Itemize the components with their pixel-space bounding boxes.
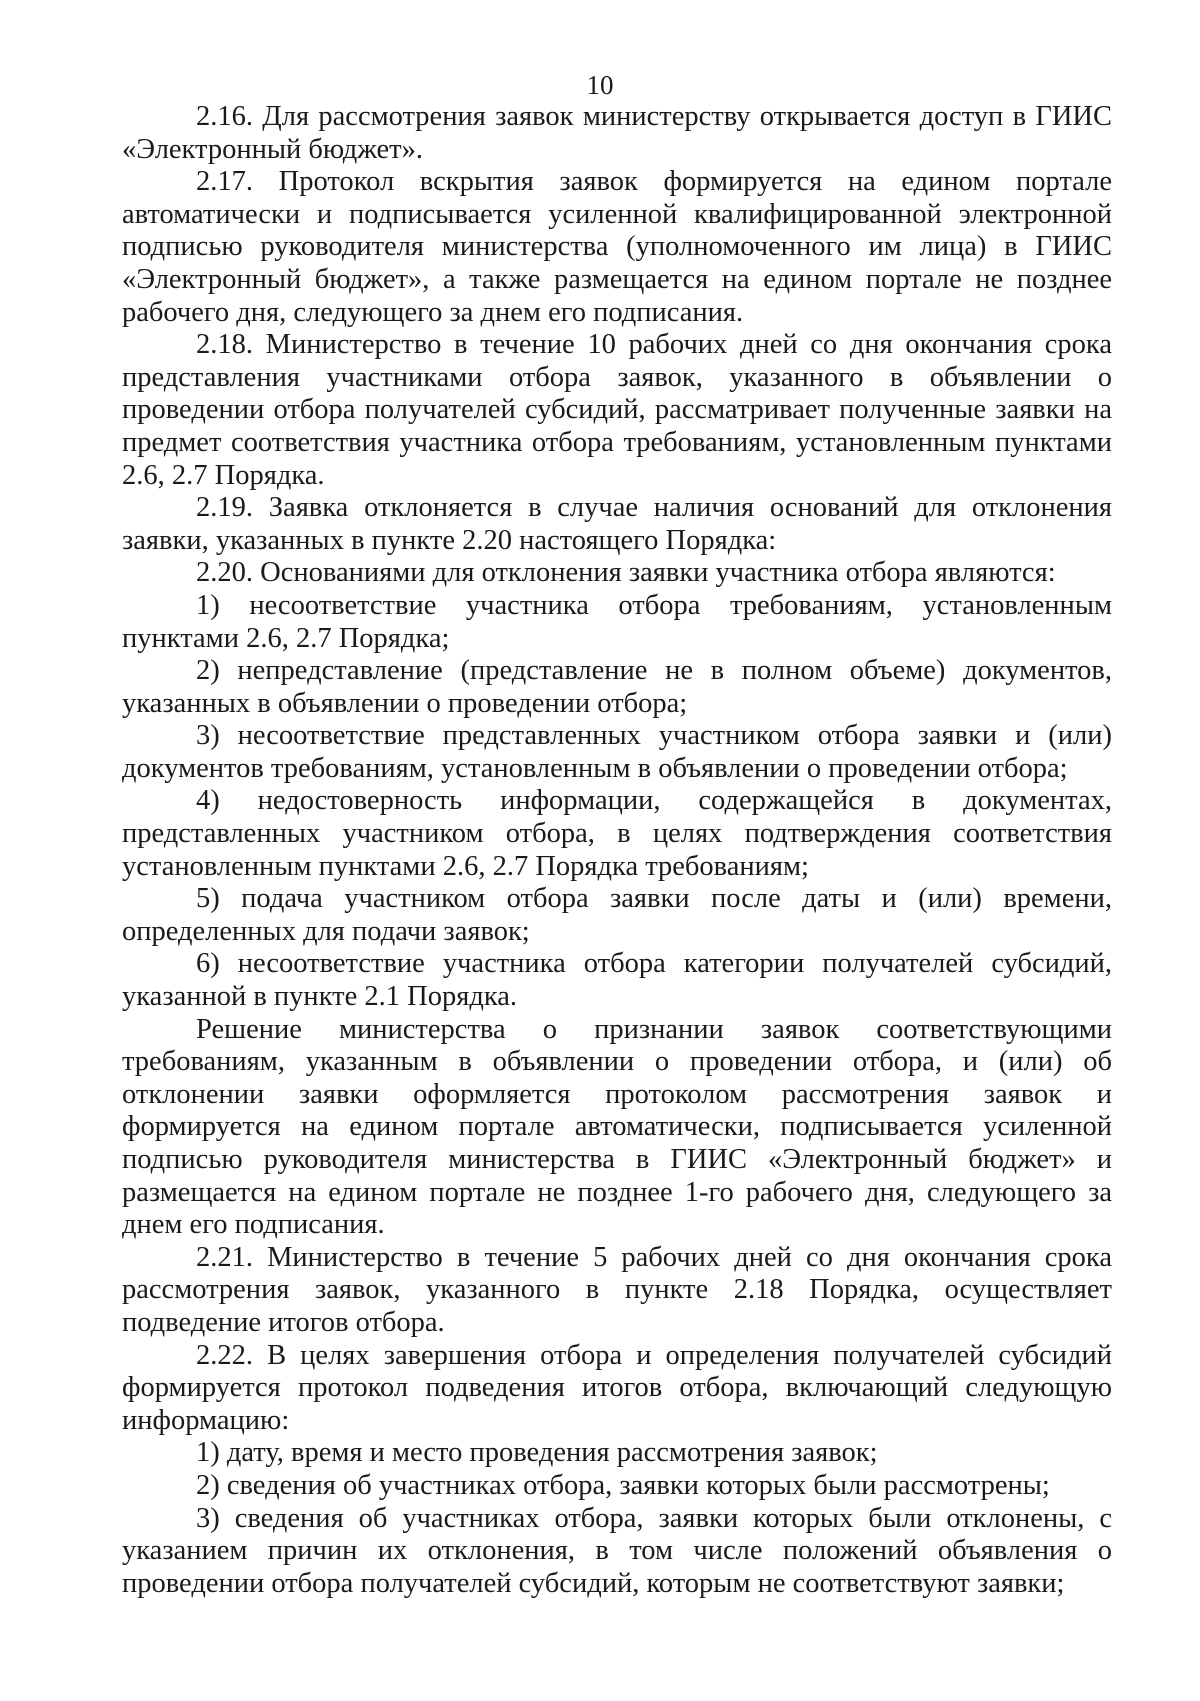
- list-item-protocol-1: 1) дату, время и место проведения рассмотрения заявок;: [196, 1437, 878, 1469]
- list-item-rejection-4: 4) недостоверность информации, содержащейся в документах, представленных участником отбора, в целях подтверждения соответствия установленным пунктами 2.6, 2.7 Порядка требованиям;: [122, 785, 1112, 882]
- paragraph-2-17: 2.17. Протокол вскрытия заявок формируется на едином портале автоматически и подписывается усиленной квалифицированной электронной подписью руководителя министерства (уполномоченного им лица) в ГИИС «Электронный бюджет», а также размещается на едином портале не позднее рабочего дня, следующего за днем его подписания.: [122, 166, 1112, 328]
- list-item-protocol-3: 3) сведения об участниках отбора, заявки которых были отклонены, с указанием причин их отклонения, в том числе положений объявления о проведении отбора получателей субсидий, которым не соответствуют заявки;: [122, 1502, 1112, 1599]
- list-item-rejection-5: 5) подача участником отбора заявки после даты и (или) времени, определенных для подачи заявок;: [122, 883, 1112, 947]
- list-item-rejection-2: 2) непредставление (представление не в полном объеме) документов, указанных в объявлении о проведении отбора;: [122, 655, 1112, 719]
- paragraph-2-18: 2.18. Министерство в течение 10 рабочих дней со дня окончания срока представления участниками отбора заявок, указанного в объявлении о проведении отбора получателей субсидий, рассматривает полученные заявки на предмет соответствия участника отбора требованиям, установленным пунктами 2.6, 2.7 Порядка.: [122, 329, 1112, 491]
- list-item-rejection-3: 3) несоответствие представленных участником отбора заявки и (или) документов требованиям, установленным в объявлении о проведении отбора;: [122, 720, 1112, 784]
- document-body: [122, 101, 1112, 1600]
- page-number: 10: [586, 70, 614, 100]
- paragraph-2-22: 2.22. В целях завершения отбора и определения получателей субсидий формируется протокол подведения итогов отбора, включающий следующую информацию:: [122, 1339, 1112, 1436]
- list-item-protocol-2: 2) сведения об участниках отбора, заявки которых были рассмотрены;: [196, 1469, 1050, 1501]
- paragraph-2-20: 2.20. Основаниями для отклонения заявки участника отбора являются:: [196, 557, 1056, 589]
- paragraph-decision: Решение министерства о признании заявок соответствующими требованиям, указанным в объявлении о проведении отбора, и (или) об отклонении заявки оформляется протоколом рассмотрения заявок и формируется на едином портале автоматически, подписывается усиленной подписью руководителя министерства в ГИИС «Электронный бюджет» и размещается на едином портале не позднее 1-го рабочего дня, следующего за днем его подписания.: [122, 1013, 1112, 1241]
- paragraph-2-21: 2.21. Министерство в течение 5 рабочих дней со дня окончания срока рассмотрения заявок, указанного в пункте 2.18 Порядка, осуществляет подведение итогов отбора.: [122, 1241, 1112, 1338]
- list-item-rejection-6: 6) несоответствие участника отбора категории получателей субсидий, указанной в пункте 2.1 Порядка.: [122, 948, 1112, 1013]
- paragraph-2-19: 2.19. Заявка отклоняется в случае наличия оснований для отклонения заявки, указанных в пункте 2.20 настоящего Порядка:: [122, 492, 1112, 556]
- list-item-rejection-1: 1) несоответствие участника отбора требованиям, установленным пунктами 2.6, 2.7 Порядка;: [122, 589, 1112, 654]
- paragraph-2-16: 2.16. Для рассмотрения заявок министерству открывается доступ в ГИИС «Электронный бюджет».: [122, 101, 1112, 165]
